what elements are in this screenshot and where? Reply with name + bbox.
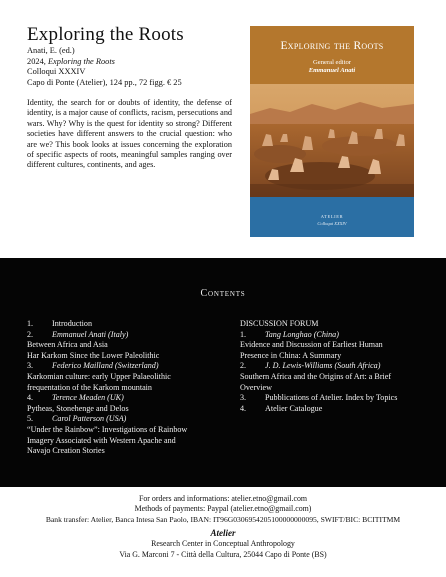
item-title: Pubblications of Atelier. Index by Topics [265,393,398,403]
contents-item [240,404,425,415]
book-series: Colloqui XXXIV [27,67,86,77]
contents-item [240,361,425,393]
item-number: 4. [27,393,34,403]
orders-contact: For orders and informations: atelier.etno@gmail.com [138,494,308,503]
item-title: Overview [240,382,272,392]
item-number: 1. [240,329,247,339]
item-title: Atelier Catalogue [265,403,323,413]
item-title: Navajo Creation Stories [27,446,105,456]
cover-title-band [250,26,414,84]
contents-item [240,393,425,404]
payment-methods: Methods of payments: Paypal (atelier.etno@gmail.com) [134,504,312,513]
contents-section [0,258,446,487]
book-year-title [27,57,182,68]
book-editor: Anati, E. (ed.) [27,46,75,55]
item-title: Imagery Associated with Western Apache and [27,435,176,445]
contents-item [27,361,225,393]
item-title: Southern Africa and the Origins of Art: a Brief [240,371,392,381]
item-title: Introduction [52,319,93,328]
book-info-section [0,0,446,258]
cover-series: Colloqui XXXIV [317,221,347,226]
contents-heading: Contents [200,288,246,299]
publisher-address: Via G. Marconi 7 - Città della Cultura, 25044 Capo di Ponte (BS) [119,550,327,559]
cover-title: Exploring the Roots [280,40,384,52]
book-title: Exploring the Roots [27,24,184,45]
research-center: Research Center in Conceptual Anthropology [151,539,295,548]
item-number: 2. [27,329,34,339]
publisher-brand: Atelier [210,528,236,538]
item-author: Emmanuel Anati (Italy) [52,329,129,339]
contents-item [27,393,225,414]
item-author: J. D. Lewis-Williams (South Africa) [265,361,381,371]
item-title: Presence in China: A Summary [240,350,342,360]
contents-item [27,330,225,362]
cover-publisher: ATELIER [320,214,344,219]
item-title: Pytheas, Stonehenge and Delos [27,403,129,413]
item-title: Har Karkom Since the Lower Paleolithic [27,350,160,360]
cover-general-editor-label: General editor [313,59,351,66]
contents-left-column [27,319,225,457]
book-title-italic: Exploring the Roots [47,56,115,66]
contents-item [27,414,225,456]
item-author: Tang Longhao (China) [265,329,339,339]
item-number: 3. [240,393,247,403]
book-metadata [27,46,182,88]
item-author: Federico Mailland (Switzerland) [52,361,159,371]
item-title: Between Africa and Asia [27,340,108,350]
cover-editor-name: Emmanuel Anati [308,67,356,74]
bank-transfer: Bank transfer: Atelier, Banca Intesa San Paolo, IBAN: IT96G0306954205100000000095, SWIFT/BIC: BCITITMM [45,515,401,524]
book-description: Identity, the search for or doubts of identity, the defense of identity, is a major cause of conflicts, racism, persecutions and wars. Why? Why is the quest for identity so strong? Different societies have different answers to the crucial question: who are we? This book looks at issues concerning the exploration of specific aspects of roots, meaningful samples ranging over different cultures, continents, and ages. [27,98,233,170]
item-number: 4. [240,403,247,413]
item-title: “Under the Rainbow”: Investigations of Rainbow [27,424,188,434]
item-title: Karkomian culture: early Upper Palaeolithic [27,371,171,381]
contents-item [240,330,425,362]
cover-landscape-photo [250,84,414,197]
contents-item [27,319,225,330]
item-number: 3. [27,361,34,371]
item-author: Carol Patterson (USA) [52,414,127,424]
book-year: 2024, [27,56,46,66]
contents-right-column [240,319,425,414]
item-number: 5. [27,414,34,424]
item-title: frequentation of the Karkom mountain [27,382,152,392]
discussion-forum-heading: DISCUSSION FORUM [240,319,319,328]
book-cover [250,26,414,237]
item-number: 2. [240,361,247,371]
item-number: 1. [27,319,34,328]
ordering-footer [0,487,446,577]
item-title: Evidence and Discussion of Earliest Human [240,340,383,350]
book-publication: Capo di Ponte (Atelier), 124 pp., 72 figg. € 25 [27,77,182,87]
item-author: Terence Meaden (UK) [52,393,124,403]
